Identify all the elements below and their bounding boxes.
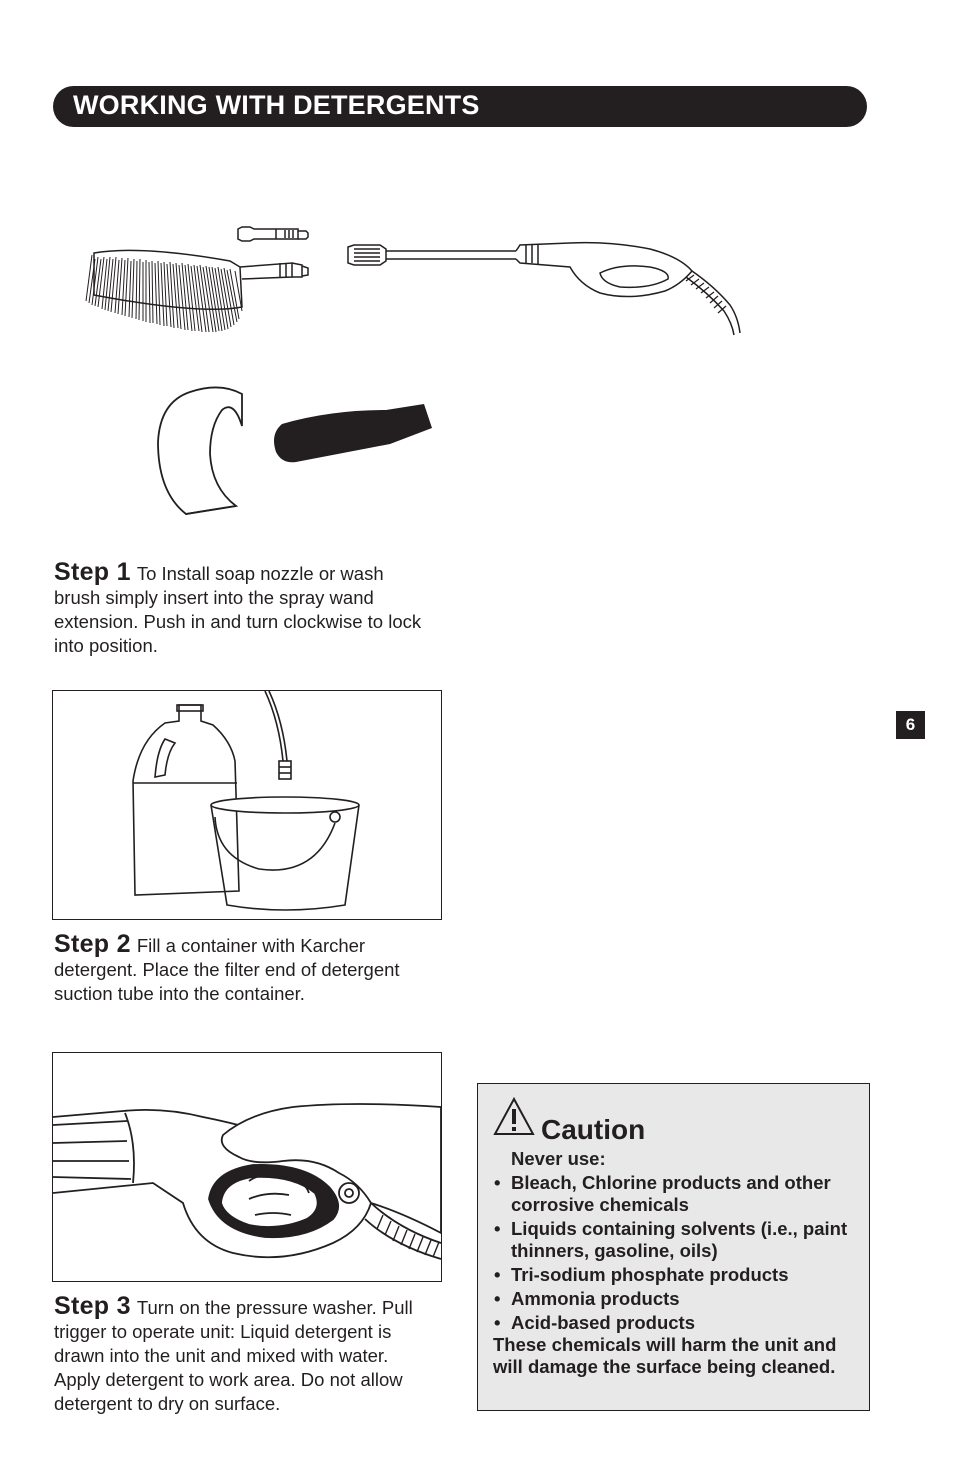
section-title: WORKING WITH DETERGENTS xyxy=(73,90,480,120)
step-2-text: Fill a container with Karcher detergent. Place the filter end of detergent suction tube into the container. xyxy=(54,935,400,1004)
step-2-label: Step 2 xyxy=(54,930,131,958)
list-item: • Ammonia products xyxy=(492,1288,862,1310)
step-3-text: Turn on the pressure washer. Pull trigger to operate unit: Liquid detergent is drawn into the unit and mixed with water. Apply detergent to work area. Do not allow detergent to dry on surface. xyxy=(54,1297,413,1414)
caution-title: Caution xyxy=(541,1114,646,1145)
list-item: • Liquids containing solvents (i.e., paint thinners, gasoline, oils) xyxy=(492,1218,862,1262)
step-3 xyxy=(54,1294,434,1416)
caution-footer: These chemicals will harm the unit and will damage the surface being cleaned. xyxy=(493,1334,837,1377)
step-1-label: Step 1 xyxy=(54,558,131,586)
list-item: • Bleach, Chlorine products and other corrosive chemicals xyxy=(492,1172,862,1216)
accessory-shapes-illustration xyxy=(150,382,440,522)
section-header-bar xyxy=(53,86,867,127)
list-item: • Acid-based products xyxy=(492,1312,862,1334)
page-number: 6 xyxy=(896,711,925,739)
step-1-text: To Install soap nozzle or wash brush simply insert into the spray wand extension. Push in and turn clockwise to lock into position. xyxy=(54,563,422,656)
step-2-illustration-frame xyxy=(52,690,442,920)
caution-list xyxy=(492,1172,862,1336)
step-2 xyxy=(54,932,434,1006)
brush-nozzle-wand-illustration xyxy=(80,215,750,345)
warning-triangle-icon xyxy=(492,1096,536,1138)
list-item: • Tri-sodium phosphate products xyxy=(492,1264,862,1286)
step-3-label: Step 3 xyxy=(54,1292,131,1320)
jug-and-bucket-illustration xyxy=(53,691,441,919)
step-3-illustration-frame xyxy=(52,1052,442,1282)
step-1 xyxy=(54,560,434,658)
hand-on-trigger-illustration xyxy=(53,1053,441,1281)
caution-box xyxy=(477,1083,870,1411)
caution-subtitle: Never use: xyxy=(511,1148,606,1169)
